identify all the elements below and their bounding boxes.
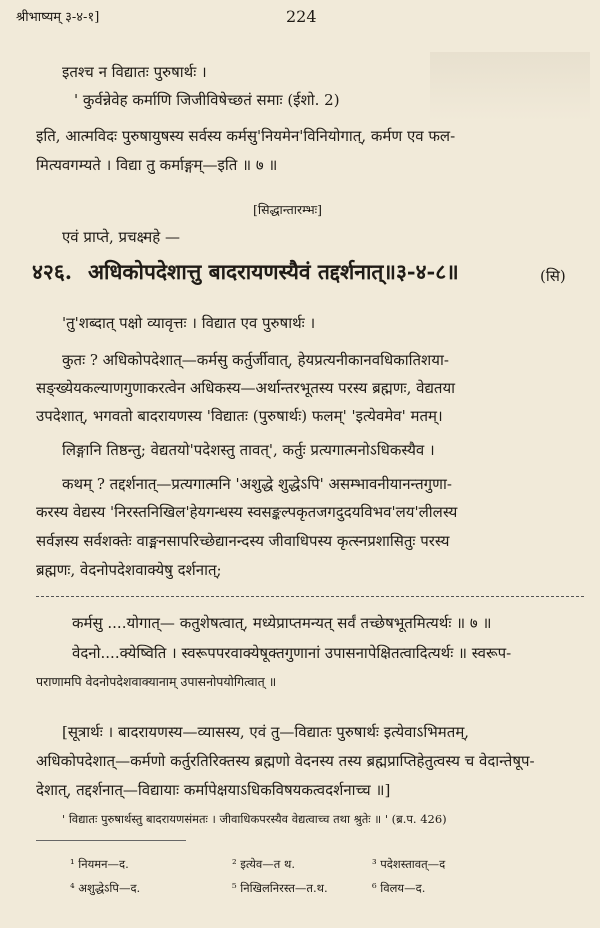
footnote-divider <box>36 840 186 841</box>
body-line: ब्रह्मणः, वेदनोपदेशवाक्येषु दर्शनात्; <box>36 561 222 579</box>
commentary-divider <box>36 596 584 597</box>
footnote: ⁵ निखिलनिरस्त—त.थ. <box>232 881 328 895</box>
sutra-text: अधिकोपदेशात्तु बादरायणस्यैवं तद्दर्शनात्॥३-४-८॥ <box>88 259 459 284</box>
sutra-tag: (सि) <box>540 267 566 285</box>
commentary-line: वेदनो....क्येष्विति । स्वरूपपरवाक्येषूक्तगुणानां उपासनापेक्षितत्वादित्यर्थः ॥ स्वरूप- <box>72 644 512 662</box>
sutra-meaning-line: [सूत्रार्थः । बादरायणस्य—व्यासस्य, एवं तु—विद्यातः पुरुषार्थः इत्येवाऽभिमतम्, <box>62 723 470 741</box>
body-line: कुतः ? अधिकोपदेशात्—कर्मसु कर्तुर्जीवात्, हेयप्रत्यनीकानवधिकातिशया- <box>62 351 449 369</box>
commentary-line: पराणामपि वेदनोपदेशवाक्यानाम् उपासनोपयोगित्वात् ॥ <box>36 674 277 689</box>
running-head: श्रीभाष्यम् ३-४-१] <box>16 10 100 25</box>
footnote: ² इत्येव—त थ. <box>232 857 296 871</box>
body-line: लिङ्गानि तिष्ठन्तु; वेद्यतयो'पदेशस्तु तावत्', कर्तुः प्रत्यगात्मनोऽधिकस्यैव । <box>62 441 435 459</box>
section-heading: [सिद्धान्तारम्भः] <box>253 202 323 217</box>
body-line: कथम् ? तद्दर्शनात्—प्रत्यगात्मनि 'अशुद्धे शुद्धेऽपि' असम्भावनीयानन्तगुणा- <box>62 475 452 493</box>
body-line: एवं प्राप्ते, प्रचक्ष्महे — <box>62 228 180 246</box>
footnote: ⁶ विलय—द. <box>372 881 426 895</box>
body-line: मित्यवगम्यते । विद्या तु कर्माङ्गम्—इति ॥ ७ ॥ <box>36 156 278 174</box>
bleed-through-shadow <box>430 52 590 122</box>
body-line: इति, आत्मविदः पुरुषायुषस्य सर्वस्य कर्मसु'नियमेन'विनियोगात्, कर्मण एव फल- <box>36 127 456 145</box>
footnote: ⁴ अशुद्धेऽपि—द. <box>70 881 141 895</box>
footnote: ¹ नियमन—द. <box>70 857 129 871</box>
body-line: सङ्ख्येयकल्याणगुणाकरत्वेन अधिकस्य—अर्थान्तरभूतस्य परस्य ब्रह्मणः, वेद्यतया <box>36 379 456 397</box>
footnote: ³ पदेशस्तावत्—द <box>372 857 446 871</box>
commentary-line: कर्मसु ....योगात्— कतुशेषत्वात्, मध्येप्राप्तमन्यत् सर्वं तच्छेषभूतमित्यर्थः ॥ ७ ॥ <box>72 614 492 632</box>
quote-line: ' कुर्वन्नेवेह कर्माणि जिजीविषेच्छतं समाः (ईशो. 2) <box>74 91 340 109</box>
body-line: उपदेशात्, भगवतो बादरायणस्य 'विद्यातः (पुरुषार्थः) फलम्' 'इत्येवमेव' मतम्। <box>36 407 443 425</box>
body-line: करस्य वेद्यस्य 'निरस्तनिखिल'हेयगन्धस्य स्वसङ्कल्पकृतजगदुदयविभव'लय'लीलस्य <box>36 503 458 521</box>
sutra-meaning-line: अधिकोपदेशात्—कर्मणो कर्तुरतिरिक्तस्य ब्रह्मणो वेदनस्य तस्य ब्रह्मप्राप्तिहेतुत्वस्य च वेदान्तेषूप- <box>36 752 535 770</box>
sutra-meaning-line: देशात्, तद्दर्शनात्—विद्यायाः कर्मापेक्षयाऽधिकविषयकत्वदर्शनाच्च ॥] <box>36 781 391 799</box>
sutra-number: ४२६. <box>32 259 73 284</box>
verse-quote-line: ' विद्यातः पुरुषार्थस्तु बादरायणसंमतः । जीवाधिकपरस्यैव वेद्यत्वाच्च तथा श्रुतेः ॥ ' (ब्र.प. 426) <box>62 812 447 826</box>
body-line: 'तु'शब्दात् पक्षो व्यावृत्तः । विद्यात एव पुरुषार्थः । <box>62 314 316 332</box>
page-number: 224 <box>286 7 317 26</box>
body-line: सर्वज्ञस्य सर्वशक्तेः वाङ्मनसापरिच्छेद्यानन्दस्य जीवाधिपस्य कृत्स्नप्रशासितुः परस्य <box>36 532 450 550</box>
body-line: इतश्च न विद्यातः पुरुषार्थः । <box>62 63 207 81</box>
